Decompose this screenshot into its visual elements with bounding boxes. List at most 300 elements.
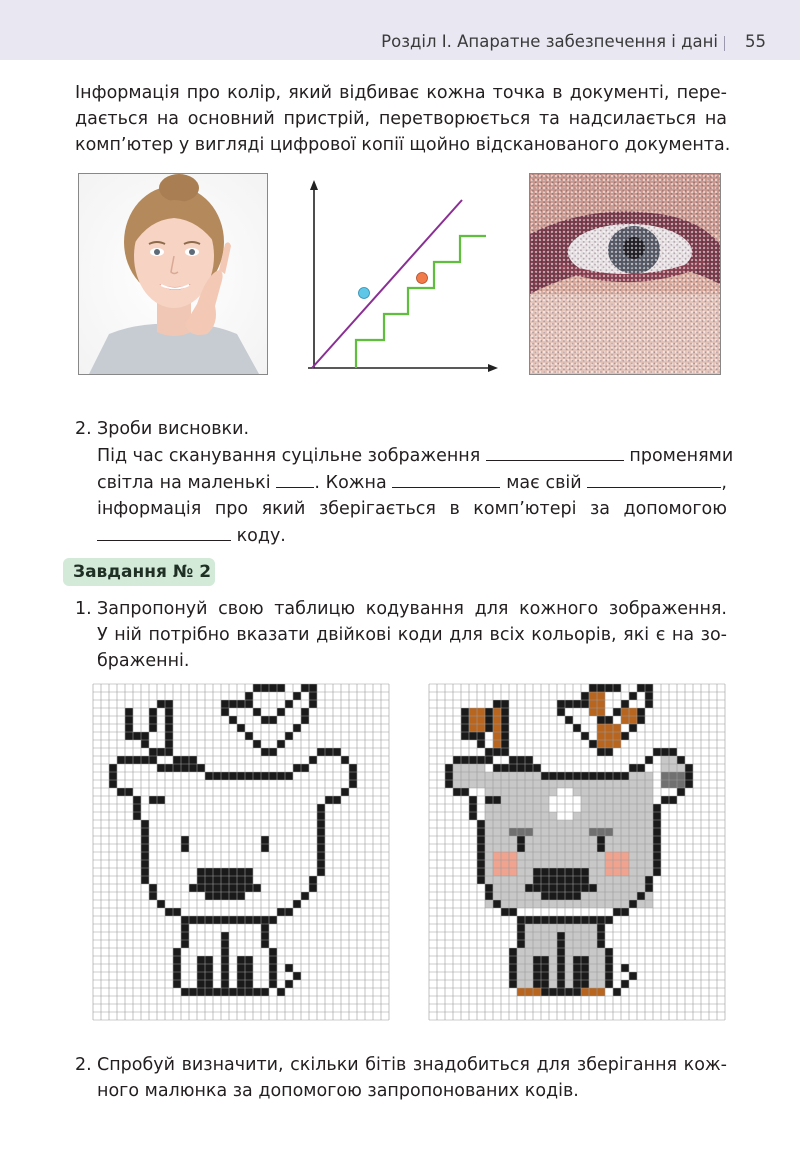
pixel-cell	[477, 764, 485, 772]
pixel-cell	[645, 788, 653, 796]
pixel-cell	[613, 820, 621, 828]
pixel-cell	[269, 684, 277, 692]
pixel-cell	[493, 708, 501, 716]
pixel-cell	[557, 964, 565, 972]
pixel-cell	[485, 796, 493, 804]
pixel-cell	[221, 964, 229, 972]
pixel-cell	[245, 732, 253, 740]
pixel-cell	[229, 868, 237, 876]
pixel-cell	[237, 868, 245, 876]
pixel-cell	[589, 780, 597, 788]
pixel-cell	[229, 700, 237, 708]
pixel-cell	[461, 772, 469, 780]
pixel-cell	[469, 716, 477, 724]
scanning-graph	[296, 176, 502, 376]
pixel-cell	[645, 900, 653, 908]
pixel-cell	[573, 892, 581, 900]
pixel-cell	[517, 780, 525, 788]
pixel-cell	[525, 780, 533, 788]
pixel-cell	[253, 988, 261, 996]
pixel-cell	[613, 988, 621, 996]
pixel-cell	[637, 708, 645, 716]
pixel-cell	[149, 724, 157, 732]
pixel-cell	[549, 980, 557, 988]
pixel-cell	[173, 948, 181, 956]
fill-blank[interactable]	[486, 442, 624, 461]
intro-line: комп’ютер у вигляді цифрової копії щойно відсканованого документа.	[75, 135, 731, 155]
pixel-cell	[469, 780, 477, 788]
pixel-cell	[461, 716, 469, 724]
pixel-cell	[181, 924, 189, 932]
text-fragment: Під час сканування суцільне зображення	[97, 446, 481, 466]
pixel-cell	[469, 796, 477, 804]
pixel-cell	[573, 988, 581, 996]
text-fragment: . Кожна	[314, 473, 387, 493]
pixel-cell	[613, 812, 621, 820]
pixel-cell	[573, 980, 581, 988]
pixel-cell	[581, 892, 589, 900]
pixel-cell	[493, 804, 501, 812]
pixel-cell	[589, 884, 597, 892]
pixel-cell	[549, 820, 557, 828]
pixel-cell	[637, 684, 645, 692]
pixel-cell	[565, 892, 573, 900]
pixel-cell	[525, 828, 533, 836]
pixel-cell	[501, 740, 509, 748]
pixel-cell	[573, 788, 581, 796]
pixel-cell	[165, 748, 173, 756]
pixel-cell	[261, 932, 269, 940]
pixel-cell	[485, 780, 493, 788]
pixel-cell	[565, 700, 573, 708]
pixel-cell	[557, 884, 565, 892]
pixel-cell	[485, 900, 493, 908]
pixel-cell	[325, 748, 333, 756]
pixel-cell	[533, 916, 541, 924]
pixel-cell	[509, 884, 517, 892]
pixel-cell	[661, 764, 669, 772]
pixel-cell	[453, 772, 461, 780]
pixel-cell	[477, 876, 485, 884]
pixel-cell	[485, 772, 493, 780]
pixel-cell	[581, 828, 589, 836]
pixel-cell	[557, 876, 565, 884]
pixel-cell	[517, 964, 525, 972]
pixel-cell	[597, 836, 605, 844]
pixel-cell	[325, 796, 333, 804]
pixel-cell	[229, 876, 237, 884]
pixel-cell	[637, 860, 645, 868]
pixel-cell	[573, 964, 581, 972]
pixel-cell	[557, 892, 565, 900]
pixel-cell	[245, 972, 253, 980]
conclusion-item	[75, 416, 734, 546]
pixel-cell	[581, 772, 589, 780]
pixel-cell	[629, 884, 637, 892]
pixel-cell	[509, 860, 517, 868]
pixel-cell	[557, 916, 565, 924]
pixel-cell	[637, 868, 645, 876]
pixel-cell	[581, 804, 589, 812]
pixel-cell	[229, 716, 237, 724]
pixel-cell	[197, 764, 205, 772]
pixel-cell	[309, 756, 317, 764]
pixel-cell	[341, 756, 349, 764]
pixel-cell	[597, 772, 605, 780]
pixel-cell	[541, 772, 549, 780]
pixel-cell	[157, 900, 165, 908]
pixel-cell	[517, 988, 525, 996]
pixel-cell	[277, 708, 285, 716]
pixel-cell	[245, 964, 253, 972]
pixel-cell	[621, 908, 629, 916]
pixel-cell	[549, 948, 557, 956]
pixel-cell	[541, 972, 549, 980]
pixel-cell	[557, 988, 565, 996]
pixel-cell	[573, 876, 581, 884]
pixel-cell	[597, 892, 605, 900]
pixel-cell	[629, 796, 637, 804]
pixel-cell	[605, 740, 613, 748]
pixel-cell	[501, 884, 509, 892]
pixel-cell	[533, 796, 541, 804]
pixel-cell	[261, 716, 269, 724]
pixel-cell	[485, 828, 493, 836]
pixel-cell	[557, 844, 565, 852]
pixel-cell	[541, 860, 549, 868]
pixel-cell	[573, 836, 581, 844]
pixel-cell	[509, 956, 517, 964]
task-line: Запропонуй свою таблицю кодування для кожного зображення.	[97, 599, 727, 619]
pixel-cell	[573, 700, 581, 708]
pixel-cell	[525, 860, 533, 868]
pixel-cell	[525, 980, 533, 988]
pixel-cell	[533, 964, 541, 972]
pixel-cell	[541, 900, 549, 908]
pixel-cell	[645, 876, 653, 884]
pixel-cell	[605, 972, 613, 980]
pixel-cell	[589, 804, 597, 812]
pixel-cell	[173, 756, 181, 764]
pixel-cell	[653, 804, 661, 812]
pixel-cell	[525, 892, 533, 900]
pixel-cell	[317, 828, 325, 836]
pixel-cell	[573, 972, 581, 980]
pixel-cell	[669, 796, 677, 804]
pixel-cell	[197, 956, 205, 964]
pixel-cell	[461, 788, 469, 796]
pixel-cell	[477, 780, 485, 788]
pixel-cell	[597, 980, 605, 988]
pixel-cell	[629, 860, 637, 868]
pixel-cell	[533, 812, 541, 820]
pixel-cell	[637, 844, 645, 852]
pixel-cell	[685, 780, 693, 788]
pixel-cell	[645, 860, 653, 868]
pixel-cell	[493, 820, 501, 828]
pixel-cell	[613, 860, 621, 868]
pixel-cell	[597, 812, 605, 820]
pixel-cell	[533, 892, 541, 900]
pixel-cell	[589, 876, 597, 884]
pixel-cell	[581, 812, 589, 820]
pixel-cell	[565, 940, 573, 948]
pixel-cell	[541, 796, 549, 804]
pixel-cell	[589, 868, 597, 876]
pixel-cell	[453, 788, 461, 796]
pixel-cell	[533, 836, 541, 844]
pixel-cell	[493, 700, 501, 708]
pixel-cell	[493, 796, 501, 804]
pixel-cell	[549, 988, 557, 996]
pixel-cell	[173, 908, 181, 916]
section-title: Розділ І. Апаратне забезпечення і дані	[381, 32, 718, 51]
pixel-cell	[541, 844, 549, 852]
pixel-cell	[125, 732, 133, 740]
pixel-cell	[493, 812, 501, 820]
pixel-cell	[181, 756, 189, 764]
pixel-cell	[125, 788, 133, 796]
pixel-cell	[509, 868, 517, 876]
pixel-cell	[605, 884, 613, 892]
pixel-cell	[317, 748, 325, 756]
pixel-cell	[213, 868, 221, 876]
pixel-cell	[501, 724, 509, 732]
pixel-cell	[661, 772, 669, 780]
pixel-cell	[589, 684, 597, 692]
pixel-cell	[517, 868, 525, 876]
pixel-cell	[581, 972, 589, 980]
pixel-cell	[501, 852, 509, 860]
pixel-cell	[309, 684, 317, 692]
pixel-cell	[613, 852, 621, 860]
pixel-cell	[597, 924, 605, 932]
pixel-cell	[221, 956, 229, 964]
pixel-cell	[245, 956, 253, 964]
pixel-cell	[565, 948, 573, 956]
pixel-cell	[541, 932, 549, 940]
pixel-cell	[477, 844, 485, 852]
pixel-cell	[541, 804, 549, 812]
fill-blank[interactable]	[97, 522, 231, 541]
pixel-cell	[525, 788, 533, 796]
pixel-cell	[477, 836, 485, 844]
pixel-cell	[581, 700, 589, 708]
pixel-cell	[629, 708, 637, 716]
pixel-cell	[541, 964, 549, 972]
pixel-cell	[629, 820, 637, 828]
pixel-cell	[597, 796, 605, 804]
fill-blank[interactable]	[276, 469, 314, 488]
pixel-cell	[181, 836, 189, 844]
pixel-cell	[205, 876, 213, 884]
pixel-cell	[533, 956, 541, 964]
pixel-cell	[573, 772, 581, 780]
pixel-cell	[589, 788, 597, 796]
pixel-cell	[605, 876, 613, 884]
fill-blank[interactable]	[587, 469, 721, 488]
pixel-cell	[581, 844, 589, 852]
pixel-cell	[589, 700, 597, 708]
pixel-cell	[525, 796, 533, 804]
pixel-cell	[309, 700, 317, 708]
pixel-cell	[181, 916, 189, 924]
pixel-cell	[525, 900, 533, 908]
pixel-cell	[525, 964, 533, 972]
pixel-cell	[517, 796, 525, 804]
pixel-cell	[485, 812, 493, 820]
pixel-cell	[549, 796, 557, 804]
pixel-cell	[213, 916, 221, 924]
pixel-cell	[589, 844, 597, 852]
pixel-cell	[661, 780, 669, 788]
pixel-cell	[501, 828, 509, 836]
pixel-cell	[501, 860, 509, 868]
pixel-cell	[197, 884, 205, 892]
pixel-cell	[333, 748, 341, 756]
pixel-cell	[613, 844, 621, 852]
pixel-cell	[557, 852, 565, 860]
pixel-cell	[125, 716, 133, 724]
pixel-cell	[653, 860, 661, 868]
pixel-cell	[637, 796, 645, 804]
pixel-cell	[621, 884, 629, 892]
pixel-cell	[205, 868, 213, 876]
pixel-cell	[309, 876, 317, 884]
pixel-cell	[493, 876, 501, 884]
pixel-cell	[517, 924, 525, 932]
pixel-cell	[189, 916, 197, 924]
pixel-cell	[549, 828, 557, 836]
pixel-cell	[141, 732, 149, 740]
pixel-cell	[189, 884, 197, 892]
pixel-cell	[629, 772, 637, 780]
pixel-cell	[261, 844, 269, 852]
pixel-cell	[517, 860, 525, 868]
pixel-cell	[645, 852, 653, 860]
pixel-cell	[517, 788, 525, 796]
pixel-cell	[341, 788, 349, 796]
pixel-cell	[501, 892, 509, 900]
pixel-cell	[605, 900, 613, 908]
pixel-cell	[533, 804, 541, 812]
pixel-cell	[525, 924, 533, 932]
pixel-cell	[597, 700, 605, 708]
pixel-cell	[157, 764, 165, 772]
pixel-cell	[517, 940, 525, 948]
pixel-cell	[165, 908, 173, 916]
pixel-cell	[237, 916, 245, 924]
pixel-cell	[589, 940, 597, 948]
pixel-cell	[597, 844, 605, 852]
pixel-cell	[629, 780, 637, 788]
pixel-cell	[141, 828, 149, 836]
pixel-cell	[253, 740, 261, 748]
pixel-cell	[597, 948, 605, 956]
pixel-cell	[589, 900, 597, 908]
pixel-cell	[629, 844, 637, 852]
pixel-cell	[541, 988, 549, 996]
pixel-cell	[245, 700, 253, 708]
pixel-cell	[197, 988, 205, 996]
pixel-cell	[653, 836, 661, 844]
pixel-cell	[581, 932, 589, 940]
pixel-cell	[541, 828, 549, 836]
pixel-cell	[645, 756, 653, 764]
pixel-cell	[317, 852, 325, 860]
pixel-cell	[573, 844, 581, 852]
pixel-cell	[621, 852, 629, 860]
pixel-cell	[469, 804, 477, 812]
pixel-cell	[133, 756, 141, 764]
pixel-cell	[293, 972, 301, 980]
pixel-cell	[253, 708, 261, 716]
pixel-cell	[261, 988, 269, 996]
pixel-cell	[605, 956, 613, 964]
pixel-cell	[269, 964, 277, 972]
pixel-cell	[589, 692, 597, 700]
pixel-cell	[613, 884, 621, 892]
pixel-cell	[557, 860, 565, 868]
pixel-cell	[621, 964, 629, 972]
pixel-cell	[229, 772, 237, 780]
pixel-cell	[477, 868, 485, 876]
pixel-cell	[565, 980, 573, 988]
pixel-cell	[525, 948, 533, 956]
pixel-cell	[477, 852, 485, 860]
pixel-cell	[453, 764, 461, 772]
pixel-cell	[573, 916, 581, 924]
pixel-cell	[293, 764, 301, 772]
pixel-cell	[213, 884, 221, 892]
pixel-cell	[301, 892, 309, 900]
pixel-cell	[525, 972, 533, 980]
item-number: 1.	[75, 599, 92, 619]
pixel-cell	[549, 860, 557, 868]
pixel-cell	[597, 820, 605, 828]
pixel-cell	[605, 964, 613, 972]
pixel-cell	[557, 796, 565, 804]
pixel-cell	[485, 804, 493, 812]
pixel-cell	[189, 764, 197, 772]
pixel-cell	[581, 916, 589, 924]
intro-line: Інформація про колір, який відбиває кожна точка в документі, пере-	[75, 83, 727, 103]
pixel-cell	[509, 852, 517, 860]
pixel-cell	[317, 804, 325, 812]
photo-girl-image	[78, 173, 268, 375]
pixel-cell	[653, 828, 661, 836]
pixel-cell	[597, 732, 605, 740]
pixel-cell	[509, 900, 517, 908]
pixel-cell	[581, 860, 589, 868]
pixel-cell	[533, 844, 541, 852]
pixel-cell	[629, 788, 637, 796]
pixel-cell	[549, 788, 557, 796]
pixel-cell	[485, 708, 493, 716]
pixel-cell	[613, 900, 621, 908]
pixel-cell	[581, 964, 589, 972]
pixel-cell	[509, 796, 517, 804]
fill-blank[interactable]	[392, 469, 500, 488]
pixel-cell	[541, 980, 549, 988]
pixel-cell	[205, 892, 213, 900]
pixel-cell	[205, 980, 213, 988]
pixel-cell	[645, 884, 653, 892]
pixel-cell	[517, 972, 525, 980]
pixel-cell	[557, 772, 565, 780]
pixel-cell	[485, 876, 493, 884]
pixel-cell	[581, 988, 589, 996]
